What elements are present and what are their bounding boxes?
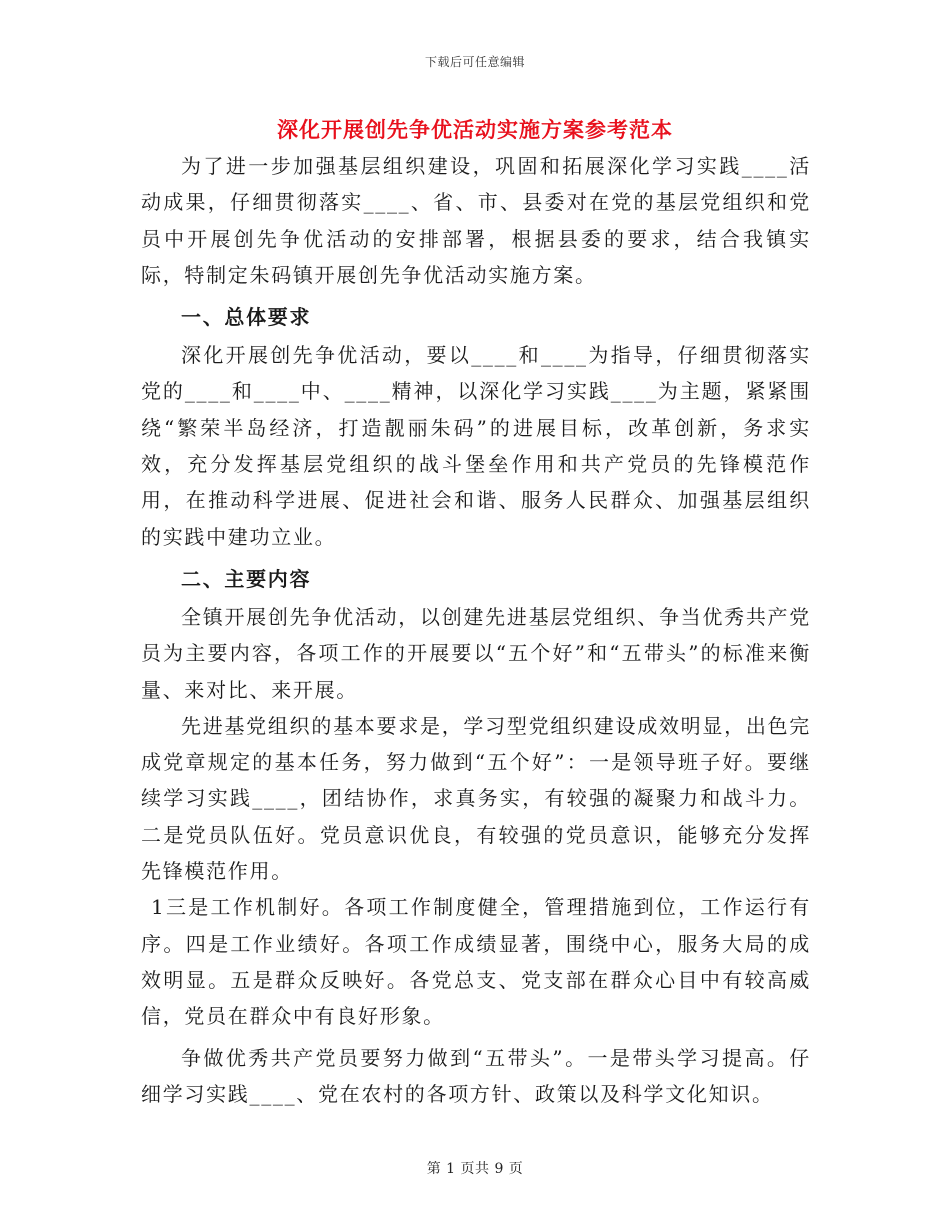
header-note: 下载后可任意编辑 — [424, 55, 525, 69]
document-body — [141, 148, 811, 1112]
section2-paragraph-4: 争做优秀共产党员要努力做到“五带头”。一是带头学习提高。仔细学习实践____、党在农村的各项方针、政策以及科学文化知识。 — [141, 1045, 811, 1106]
section2-paragraph-1: 全镇开展创先争优活动，以创建先进基层党组织、争当优秀共产党员为主要内容，各项工作的开展要以“五个好”和“五带头”的标准来衡量、来对比、来开展。 — [141, 604, 811, 702]
section2-paragraph-3: 1三是工作机制好。各项工作制度健全，管理措施到位，工作运行有序。四是工作业绩好。各项工作成绩显著，围绕中心，服务大局的成效明显。五是群众反映好。各党总支、党支部在群众心目中有较高威信，党员在群众中有良好形象。 — [141, 895, 811, 1029]
page-number-footer: 第 1 页共 9 页 — [426, 1161, 524, 1177]
section-heading-main-content: 二、主要内容 — [181, 566, 312, 591]
section-heading-overall-requirements: 一、总体要求 — [181, 305, 312, 330]
document-title: 深化开展创先争优活动实施方案参考范本 — [277, 117, 673, 142]
section2-paragraph-2: 先进基党组织的基本要求是，学习型党组织建设成效明显，出色完成党章规定的基本任务，努力做到“五个好”：一是领导班子好。要继续学习实践____，团结协作，求真务实，有较强的凝聚力和战斗力。二是党员队伍好。党员意识优良，有较强的党员意识，能够充分发挥先锋模范作用。 — [141, 713, 811, 884]
intro-paragraph: 为了进一步加强基层组织建设，巩固和拓展深化学习实践____活动成果，仔细贯彻落实____、省、市、县委对在党的基层党组织和党员中开展创先争优活动的安排部署，根据县委的要求，结合我镇实际，特制定朱码镇开展创先争优活动实施方案。 — [141, 154, 811, 287]
section1-paragraph: 深化开展创先争优活动，要以____和____为指导，仔细贯彻落实党的____和____中、____精神，以深化学习实践____为主题，紧紧围绕“繁荣半岛经济，打造靓丽朱码”的进展目标，改革创新，务求实效，充分发挥基层党组织的战斗堡垒作用和共产党员的先锋模范作用，在推动科学进展、促进社会和谐、服务人民群众、加强基层组织的实践中建功立业。 — [141, 343, 811, 549]
